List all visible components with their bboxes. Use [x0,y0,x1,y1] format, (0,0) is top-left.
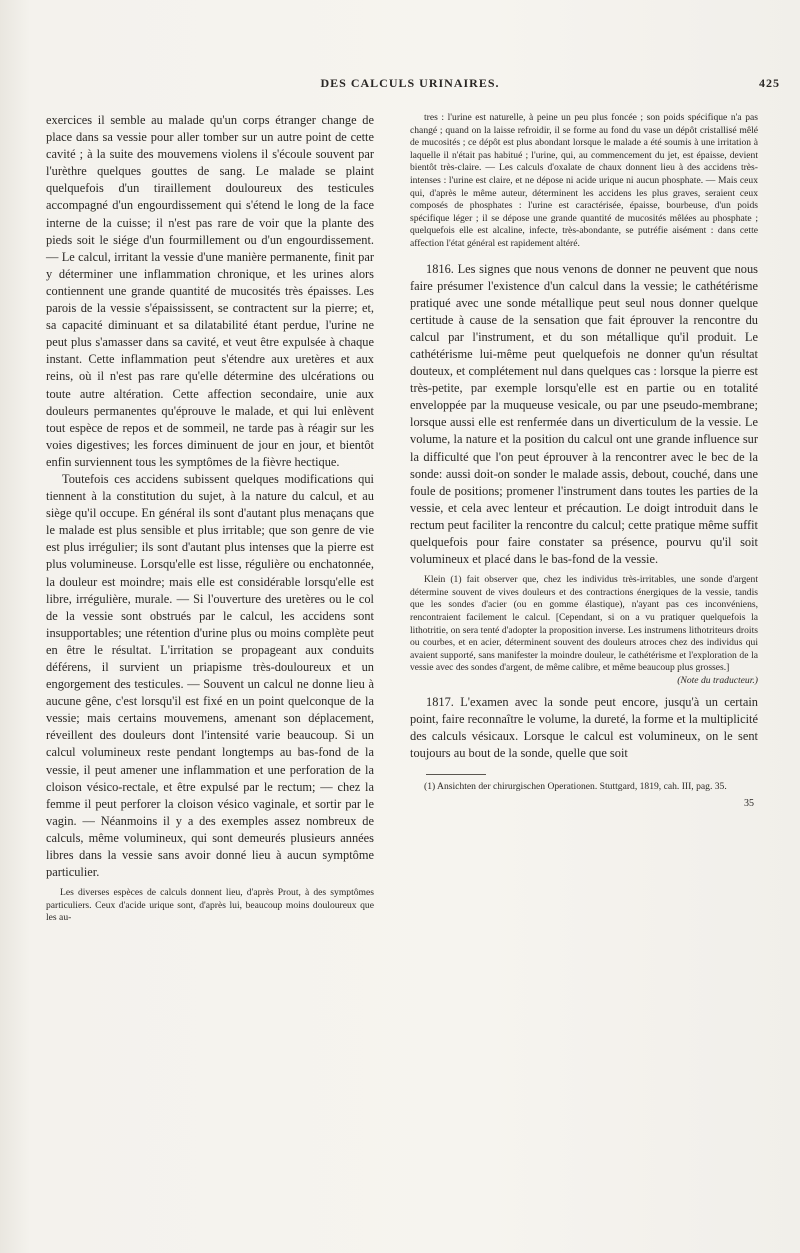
section-1816: 1816. Les signes que nous venons de donner ne peuvent que nous faire présumer l'existence d'un calcul dans la vessie; le cathétérisme pratiqué avec une sonde métallique peut seul nous donner quelque certitude à cause de la sensation que fait éprouver la rencontre du calcul par l'instrument, et du son métallique qu'il produit. Le cathétérisme lui-même peut quelquefois ne donner qu'un résultat douteux, et complétement nul dans quelques cas : lorsque la pierre est très-petite, par exemple lorsqu'elle est en partie ou en totalité enveloppée par la muqueuse vesicale, ou par une pseudo-membrane; lorsque aussi elle est renfermée dans un diverticulum de la vessie. Le volume, la nature et la position du calcul ont une grande influence sur la difficulté que l'on peut éprouver à la rencontrer avec le bec de la sonde: aussi doit-on sonder le malade assis, debout, couché, dans une foule de positions; promener l'instrument dans toutes les parties de la vessie, et cela avec lenteur et précaution. Le doigt introduit dans le rectum peut faciliter la rencontre du calcul; cette pratique même suffit quelquefois pour faire constater sa présence, pourvu qu'il soit volumineux et placé dans le bas-fond de la vessie. [410,261,758,567]
right-column [410,112,758,809]
note-klein: Klein (1) fait observer que, chez les individus très-irritables, une sonde d'argent détermine souvent de vives douleurs et des contractions énergiques de la vessie, tandis que les sondes d'acier (ou en gomme élastique), n'ayant pas ces inconvéniens, rencontraient facilement le calcul. [Cependant, si on a vu pratiquer quelquefois la lithotritie, on sera tenté d'adopter la proposition inverse. Les instrumens lithotriteurs droits ou courbes, et en acier, déterminent souvent des douleurs atroces chez des individus qui avaient supporté, sans manifester la moindre douleur, le cathétérisme et l'exploration de la vessie avec des sondes d'argent, de même calibre, et même beaucoup plus grosses.] [410,574,758,674]
running-title: DES CALCULS URINAIRES. [320,76,500,90]
paragraph-modifications: Toutefois ces accidens subissent quelques modifications qui tiennent à la constitution du sujet, à la nature du calcul, et au siège qu'il occupe. En général ils sont d'autant plus menaçans que le malade est plus sensible et plus irritable; que son genre de vie est plus irrégulier; ils sont d'autant plus intenses que la pierre est plus volumineuse. Lorsqu'elle est lisse, régulière ou enchatonnée, la douleur est moindre; mais elle est considérable lorsqu'elle est libre, irrégulière, murale. — Si l'ouverture des uretères ou le col de la vessie sont obstrués par le calcul, les accidens sont insupportables; une rétention d'urine plus ou moins complète peut en être le résultat. L'irritation se propageant aux conduits déférens, il survient un priapisme très-douloureux et un engorgement des testicules. — Souvent un calcul ne donne lieu à aucune gêne, c'est lorsqu'il est fixé en un point quelconque de la vessie; mais certains mouvemens, amenant son déplacement, réveillent des douleurs dont l'intensité varie beaucoup. Si un calcul volumineux reste pendant longtemps au bas-fond de la vessie, il peut amener une inflammation et une perforation de la cloison vésico-rectale, et être expulsé par le rectum; — chez la femme il peut perforer la cloison vésico vaginale, et sortir par le vagin. — Néanmoins il y a des exemples assez nombreux de calculs, même volumineux, qui sont demeurés plusieurs années libres dans la vessie sans avoir donné lieu à aucun symptôme particulier. [46,471,374,880]
page-number: 425 [759,76,780,90]
note-translator-signature: (Note du traducteur.) [677,674,758,686]
paragraph-symptoms: exercices il semble au malade qu'un corps étranger change de place dans sa vessie pour aller tomber sur un autre point de cette cavité ; à la suite des mouvemens violens il s'écoule souvent par l'urèthre quelques gouttes de sang. Le malade se plaint quelquefois d'un tiraillement douloureux des testicules accompagné d'un engourdissement qui s'étend le long de la face interne de la cuisse; il n'est pas rare de voir que la plante des pieds soit le siége d'un fourmillement ou d'un engourdissement. — Le calcul, irritant la vessie d'une manière permanente, finit par y déterminer une inflammation chronique, et les urines alors contiennent une grande quantité de mucosités très épaisses. Les parois de la vessie s'épaississent, se contractent sur la pierre; et, sa capacité diminuant et sa dilatabilité étant perdue, l'urine ne peut plus s'amasser dans sa cavité, et veut être expulsée à chaque instant. Cette inflammation peut s'étendre aux uretères et aux reins, où il n'est pas rare qu'elle détermine des ulcérations ou toute autre altération. Cette affection secondaire, unie aux douleurs permanentes qu'éprouve le malade, et qui lui enlèvent tout espèce de repos et de sommeil, ne tarde pas à réagir sur les voies digestives; les forces diminuent de jour en jour, et bientôt enfin surviennent tous les symptômes de la fièvre hectique. [46,113,374,469]
signature-mark: 35 [744,797,754,809]
note-prout-continued: tres : l'urine est naturelle, à peine un peu plus foncée ; son poids spécifique n'a pas changé ; quand on la laisse refroidir, il se forme au fond du vase un dépôt cristallisé mêlé de mucosités ; ce dépôt est plus abondant lorsque le malade a été soumis à une irritation à laquelle il n'était pas habitué ; l'urine, qui, au commencement du jet, est épaisse, devient bientôt très-claire. — Les calculs d'oxalate de chaux donnent lieu à des accidens très-intenses : l'urine est claire, et ne dépose ni acide urique ni aucun phosphate. — Mais ceux qui, d'après le même auteur, déterminent les accidens les plus graves, seraient ceux composés de phosphates : l'urine est caractérisée, épaisse, bourbeuse, d'un poids spécifique léger ; il se dépose une grande quantité de mucosités mêlées au phosphate ; quelquefois elle est alcaline, infecte, très-abondante, se putréfie aisément : dans cette affection l'état général est rapidement altéré. [410,112,758,249]
note-prout: Les diverses espèces de calculs donnent lieu, d'après Prout, à des symptômes particuliers. Ceux d'acide urique sont, d'après lui, beaucoup moins douloureux que les au- [46,887,374,924]
left-column [46,112,374,925]
section-1817: 1817. L'examen avec la sonde peut encore, jusqu'à un certain point, faire reconnaître le volume, la dureté, la forme et la multiplicité des calculs vésicaux. Lorsque le calcul est volumineux, on le sent toujours au bout de la sonde, quelle que soit [410,694,758,760]
footnote: (1) Ansichten der chirurgischen Operationen. Stuttgard, 1819, cah. III, pag. 35. [424,780,727,792]
running-header [40,76,780,96]
footnote-rule [426,774,486,775]
